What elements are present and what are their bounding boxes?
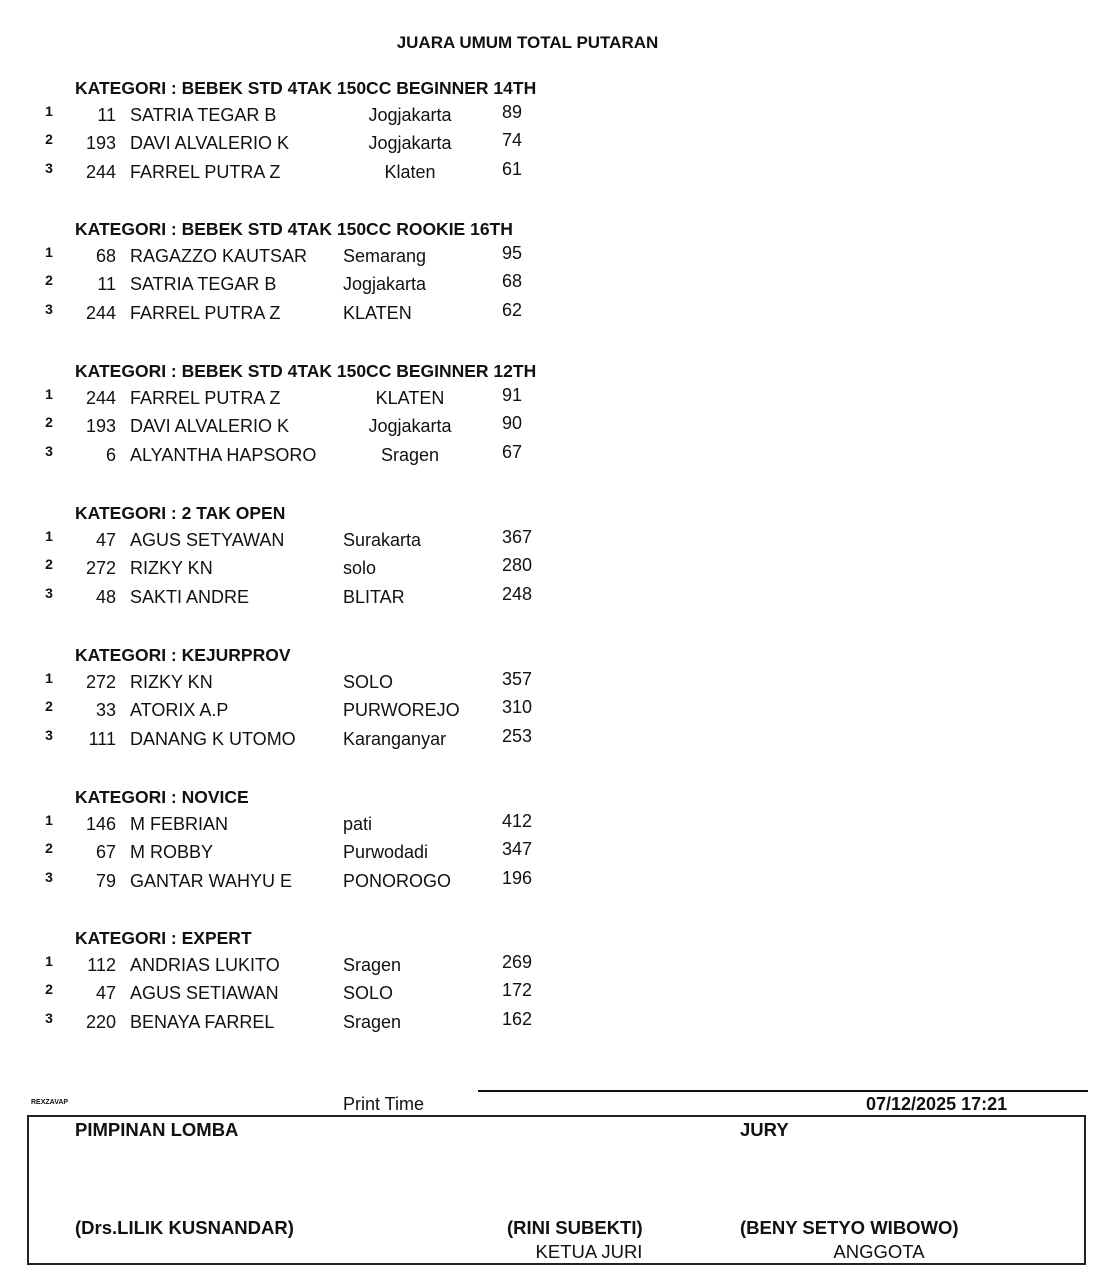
result-row: [0, 527, 700, 558]
rider-number: 193: [85, 416, 116, 437]
rider-city: Surakarta: [343, 530, 422, 550]
result-row: [0, 441, 700, 473]
rank-label: 3: [45, 159, 53, 176]
rank-label: 1: [45, 103, 53, 119]
rider-name: GANTAR WAHYU E: [130, 870, 293, 891]
jury-member-name: (BENY SETYO WIBOWO): [740, 1217, 959, 1238]
rider-name: FARREL PUTRA Z: [130, 302, 281, 323]
rider-name: RIZKY KN: [130, 672, 213, 692]
result-row: [0, 952, 700, 983]
rider-number: 272: [85, 558, 116, 579]
rider-name: ATORIX A.P: [130, 700, 229, 721]
rider-city: SOLO: [343, 672, 394, 692]
rider-number: 47: [95, 530, 116, 550]
rider-city: Semarang: [343, 246, 427, 266]
rider-number: 11: [97, 105, 116, 125]
rank-label: 2: [45, 981, 53, 998]
rider-number: 111: [88, 728, 116, 749]
rider-number: 244: [85, 161, 116, 182]
rider-name: FARREL PUTRA Z: [130, 388, 281, 408]
total-score: 172: [502, 980, 533, 1001]
signature-box: [27, 1115, 1086, 1265]
rider-name: SATRIA TEGAR B: [130, 274, 277, 295]
category-block: [0, 787, 1109, 927]
total-score: 61: [502, 158, 523, 179]
rider-city: BLITAR: [343, 586, 405, 607]
rank-label: 1: [45, 953, 53, 969]
rider-number: 47: [95, 983, 116, 1004]
report-code: REXZAVAP: [31, 1099, 69, 1106]
jury-chief-name: (RINI SUBEKTI): [507, 1217, 643, 1238]
rider-number: 220: [85, 1011, 116, 1032]
rider-number: 6: [105, 444, 116, 465]
rank-label: 2: [45, 414, 53, 431]
category-block: [0, 361, 1109, 501]
rider-name: SAKTI ANDRE: [130, 586, 250, 607]
rider-number: 11: [97, 274, 116, 295]
rider-city: Jogjakarta: [368, 416, 452, 437]
total-score: 162: [502, 1008, 533, 1029]
total-score: 91: [502, 385, 523, 405]
category-block: [0, 503, 1109, 643]
category-heading: KATEGORI : BEBEK STD 4TAK 150CC BEGINNER 14TH: [75, 78, 537, 98]
total-score: 347: [502, 839, 533, 860]
rider-number: 272: [85, 672, 116, 692]
rank-label: 2: [45, 272, 53, 289]
race-leader-heading: PIMPINAN LOMBA: [75, 1119, 239, 1140]
result-row: [0, 158, 700, 190]
result-row: [0, 697, 700, 728]
rank-label: 1: [45, 244, 53, 260]
rider-city: Sragen: [343, 1011, 402, 1032]
rank-label: 1: [45, 528, 53, 544]
total-score: 412: [502, 811, 533, 831]
category-heading: KATEGORI : EXPERT: [75, 928, 252, 948]
total-score: 89: [502, 102, 523, 122]
rider-number: 33: [95, 700, 116, 721]
result-row: [0, 102, 700, 133]
rider-number: 244: [85, 388, 116, 408]
total-score: 68: [502, 271, 523, 292]
result-row: [0, 1008, 700, 1040]
rank-label: 3: [45, 584, 53, 601]
jury-member-role: ANGGOTA: [833, 1241, 925, 1262]
rider-city: Klaten: [384, 161, 436, 182]
rider-name: RAGAZZO KAUTSAR: [130, 246, 308, 266]
category-heading: KATEGORI : BEBEK STD 4TAK 150CC ROOKIE 16TH: [75, 219, 513, 239]
total-score: 95: [502, 243, 523, 263]
rider-city: KLATEN: [343, 302, 412, 323]
rank-label: 2: [45, 131, 53, 148]
rider-city: Karanganyar: [343, 728, 447, 749]
rider-city: solo: [343, 558, 377, 579]
print-time-value: 07/12/2025 17:21: [866, 1094, 1008, 1114]
jury-heading: JURY: [740, 1119, 789, 1140]
rider-city: Sragen: [380, 444, 440, 465]
rider-name: RIZKY KN: [130, 558, 213, 579]
rider-number: 79: [95, 870, 116, 891]
rider-city: PONOROGO: [343, 870, 452, 891]
race-leader-name: (Drs.LILIK KUSNANDAR): [75, 1217, 294, 1238]
rider-number: 112: [87, 955, 116, 975]
result-row: [0, 811, 700, 842]
rank-label: 3: [45, 868, 53, 885]
total-score: 74: [502, 130, 523, 151]
rider-name: M FEBRIAN: [130, 814, 229, 834]
rider-city: Sragen: [343, 955, 402, 975]
rider-name: ALYANTHA HAPSORO: [130, 444, 317, 465]
rank-label: 3: [45, 726, 53, 743]
result-row: [0, 867, 700, 899]
result-row: [0, 243, 700, 274]
report-title: JUARA UMUM TOTAL PUTARAN: [396, 33, 659, 52]
rider-city: SOLO: [343, 983, 394, 1004]
rank-label: 1: [45, 812, 53, 828]
rank-label: 3: [45, 1009, 53, 1026]
rider-name: DAVI ALVALERIO K: [130, 416, 290, 437]
rider-number: 48: [95, 586, 116, 607]
rider-name: FARREL PUTRA Z: [130, 161, 281, 182]
rider-city: Jogjakarta: [368, 105, 452, 125]
total-score: 67: [502, 441, 523, 462]
total-score: 280: [502, 555, 533, 576]
rider-number: 68: [95, 246, 116, 266]
result-row: [0, 839, 700, 870]
total-score: 196: [502, 867, 533, 888]
rank-label: 3: [45, 442, 53, 459]
category-block: [0, 78, 1109, 218]
result-row: [0, 583, 700, 615]
rank-label: 1: [45, 670, 53, 686]
result-row: [0, 130, 700, 161]
category-block: [0, 645, 1109, 785]
rider-city: Jogjakarta: [343, 274, 427, 295]
total-score: 90: [502, 413, 523, 434]
rider-name: DANANG K UTOMO: [130, 728, 296, 749]
result-row: [0, 299, 700, 331]
rider-city: Purwodadi: [343, 842, 429, 863]
rider-number: 244: [85, 302, 116, 323]
rank-label: 2: [45, 698, 53, 715]
category-heading: KATEGORI : 2 TAK OPEN: [75, 503, 286, 523]
rider-name: AGUS SETYAWAN: [130, 530, 285, 550]
category-heading: KATEGORI : KEJURPROV: [75, 645, 291, 665]
result-row: [0, 413, 700, 444]
total-score: 62: [502, 299, 523, 320]
rider-name: SATRIA TEGAR B: [130, 105, 277, 125]
category-heading: KATEGORI : BEBEK STD 4TAK 150CC BEGINNER 12TH: [75, 361, 537, 381]
category-heading: KATEGORI : NOVICE: [75, 787, 249, 807]
rider-city: PURWOREJO: [343, 700, 460, 721]
result-row: [0, 980, 700, 1011]
rank-label: 2: [45, 840, 53, 857]
result-row: [0, 271, 700, 302]
category-block: [0, 928, 1109, 1068]
rider-name: AGUS SETIAWAN: [130, 983, 279, 1004]
category-block: [0, 219, 1109, 359]
result-row: [0, 385, 700, 416]
total-score: 367: [502, 527, 533, 547]
total-score: 269: [502, 952, 533, 972]
rider-city: Jogjakarta: [368, 133, 452, 154]
result-row: [0, 555, 700, 586]
total-score: 310: [502, 697, 533, 718]
print-time-label: Print Time: [343, 1094, 425, 1114]
rider-name: M ROBBY: [130, 842, 214, 863]
rider-city: KLATEN: [375, 388, 445, 408]
rider-name: ANDRIAS LUKITO: [130, 955, 280, 975]
total-score: 248: [502, 583, 533, 604]
rider-name: BENAYA FARREL: [130, 1011, 275, 1032]
print-time-divider: [478, 1090, 1088, 1092]
rank-label: 3: [45, 300, 53, 317]
rank-label: 2: [45, 556, 53, 573]
result-row: [0, 725, 700, 757]
jury-chief-role: KETUA JURI: [535, 1241, 643, 1262]
rider-number: 193: [85, 133, 116, 154]
rider-number: 67: [95, 842, 116, 863]
total-score: 253: [502, 725, 533, 746]
rider-city: pati: [343, 814, 373, 834]
rank-label: 1: [45, 386, 53, 402]
result-row: [0, 669, 700, 700]
total-score: 357: [502, 669, 533, 689]
rider-name: DAVI ALVALERIO K: [130, 133, 290, 154]
rider-number: 146: [85, 814, 116, 834]
